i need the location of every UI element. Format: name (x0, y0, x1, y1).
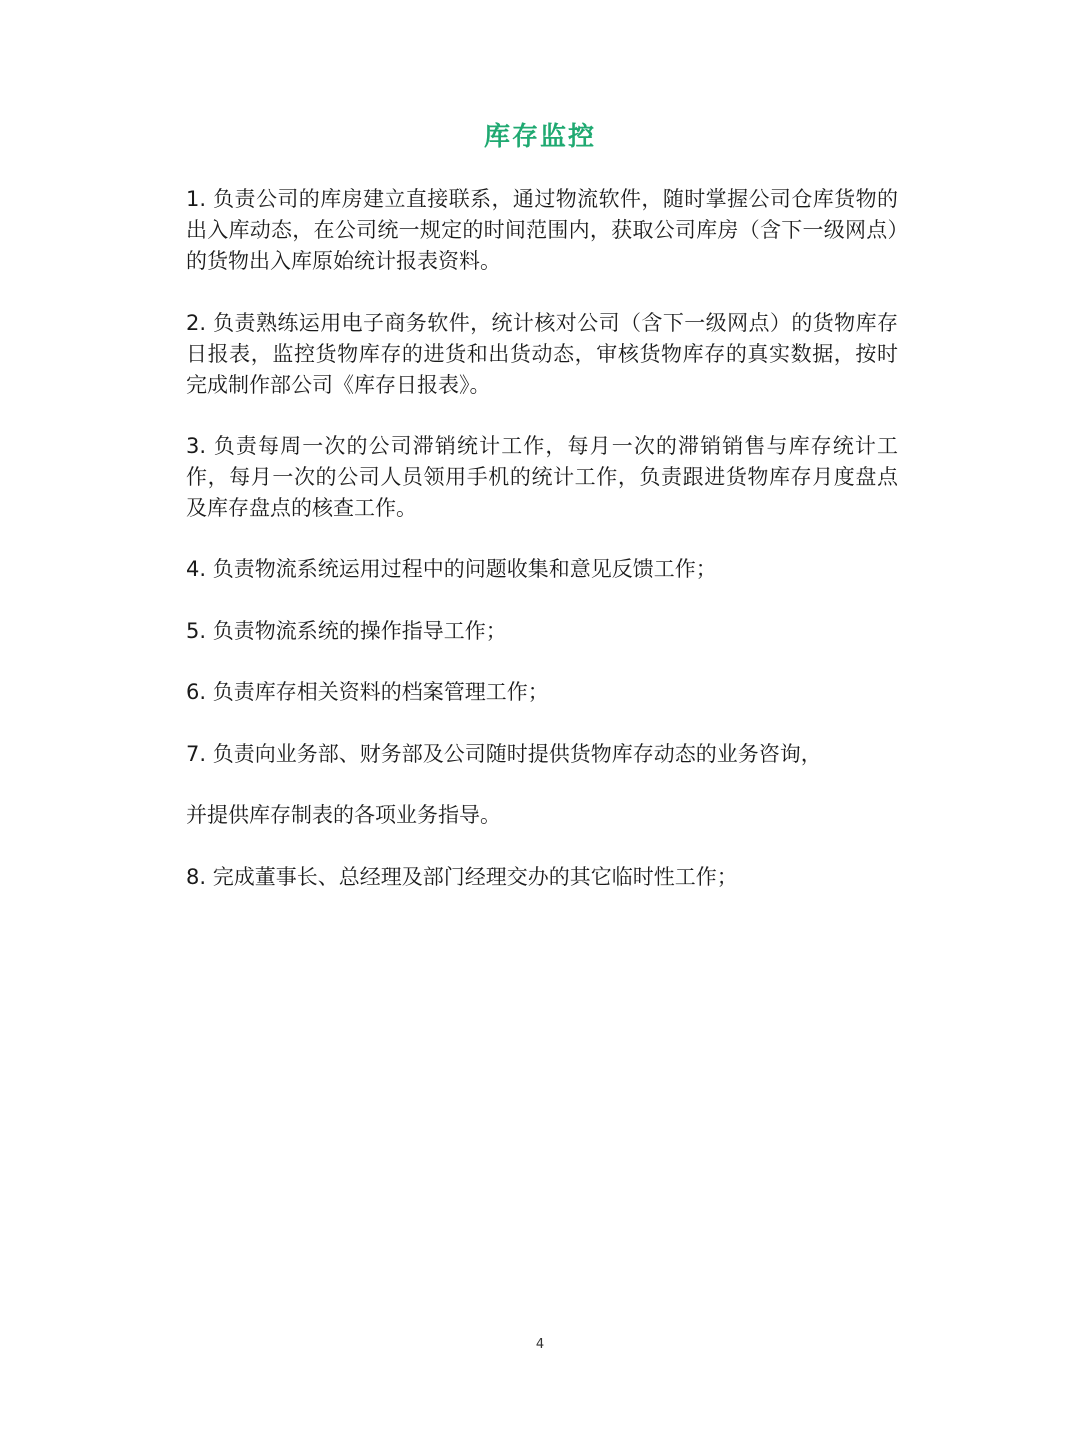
paragraph-5: 5. 负责物流系统的操作指导工作； (186, 619, 507, 643)
page-title: 库存监控 (483, 122, 596, 152)
paragraph-6: 6. 负责库存相关资料的档案管理工作； (186, 680, 549, 704)
paragraph-3: 3. 负责每周一次的公司滞销统计工作，每月一次的滞销销售与库存统计工作，每月一次的公司人员领用手机的统计工作，负责跟进货物库存月度盘点及库存盘点的核查工作。 (186, 434, 898, 520)
paragraph-8: 8. 完成董事长、总经理及部门经理交办的其它临时性工作； (186, 865, 738, 889)
page-number: 4 (535, 1337, 545, 1352)
paragraph-2: 2. 负责熟练运用电子商务软件，统计核对公司（含下一级网点）的货物库存日报表，监控货物库存的进货和出货动态，审核货物库存的真实数据，按时完成制作部公司《库存日报表》。 (186, 311, 898, 397)
paragraph-4: 4. 负责物流系统运用过程中的问题收集和意见反馈工作； (186, 557, 717, 581)
paragraph-1: 1. 负责公司的库房建立直接联系，通过物流软件，随时掌握公司仓库货物的出入库动态，在公司统一规定的时间范围内，获取公司库房（含下一级网点）的货物出入库原始统计报表资料。 (186, 187, 898, 273)
paragraph-7-continued: 并提供库存制表的各项业务指导。 (186, 803, 501, 827)
paragraph-7: 7. 负责向业务部、财务部及公司随时提供货物库存动态的业务咨询， (186, 742, 822, 766)
